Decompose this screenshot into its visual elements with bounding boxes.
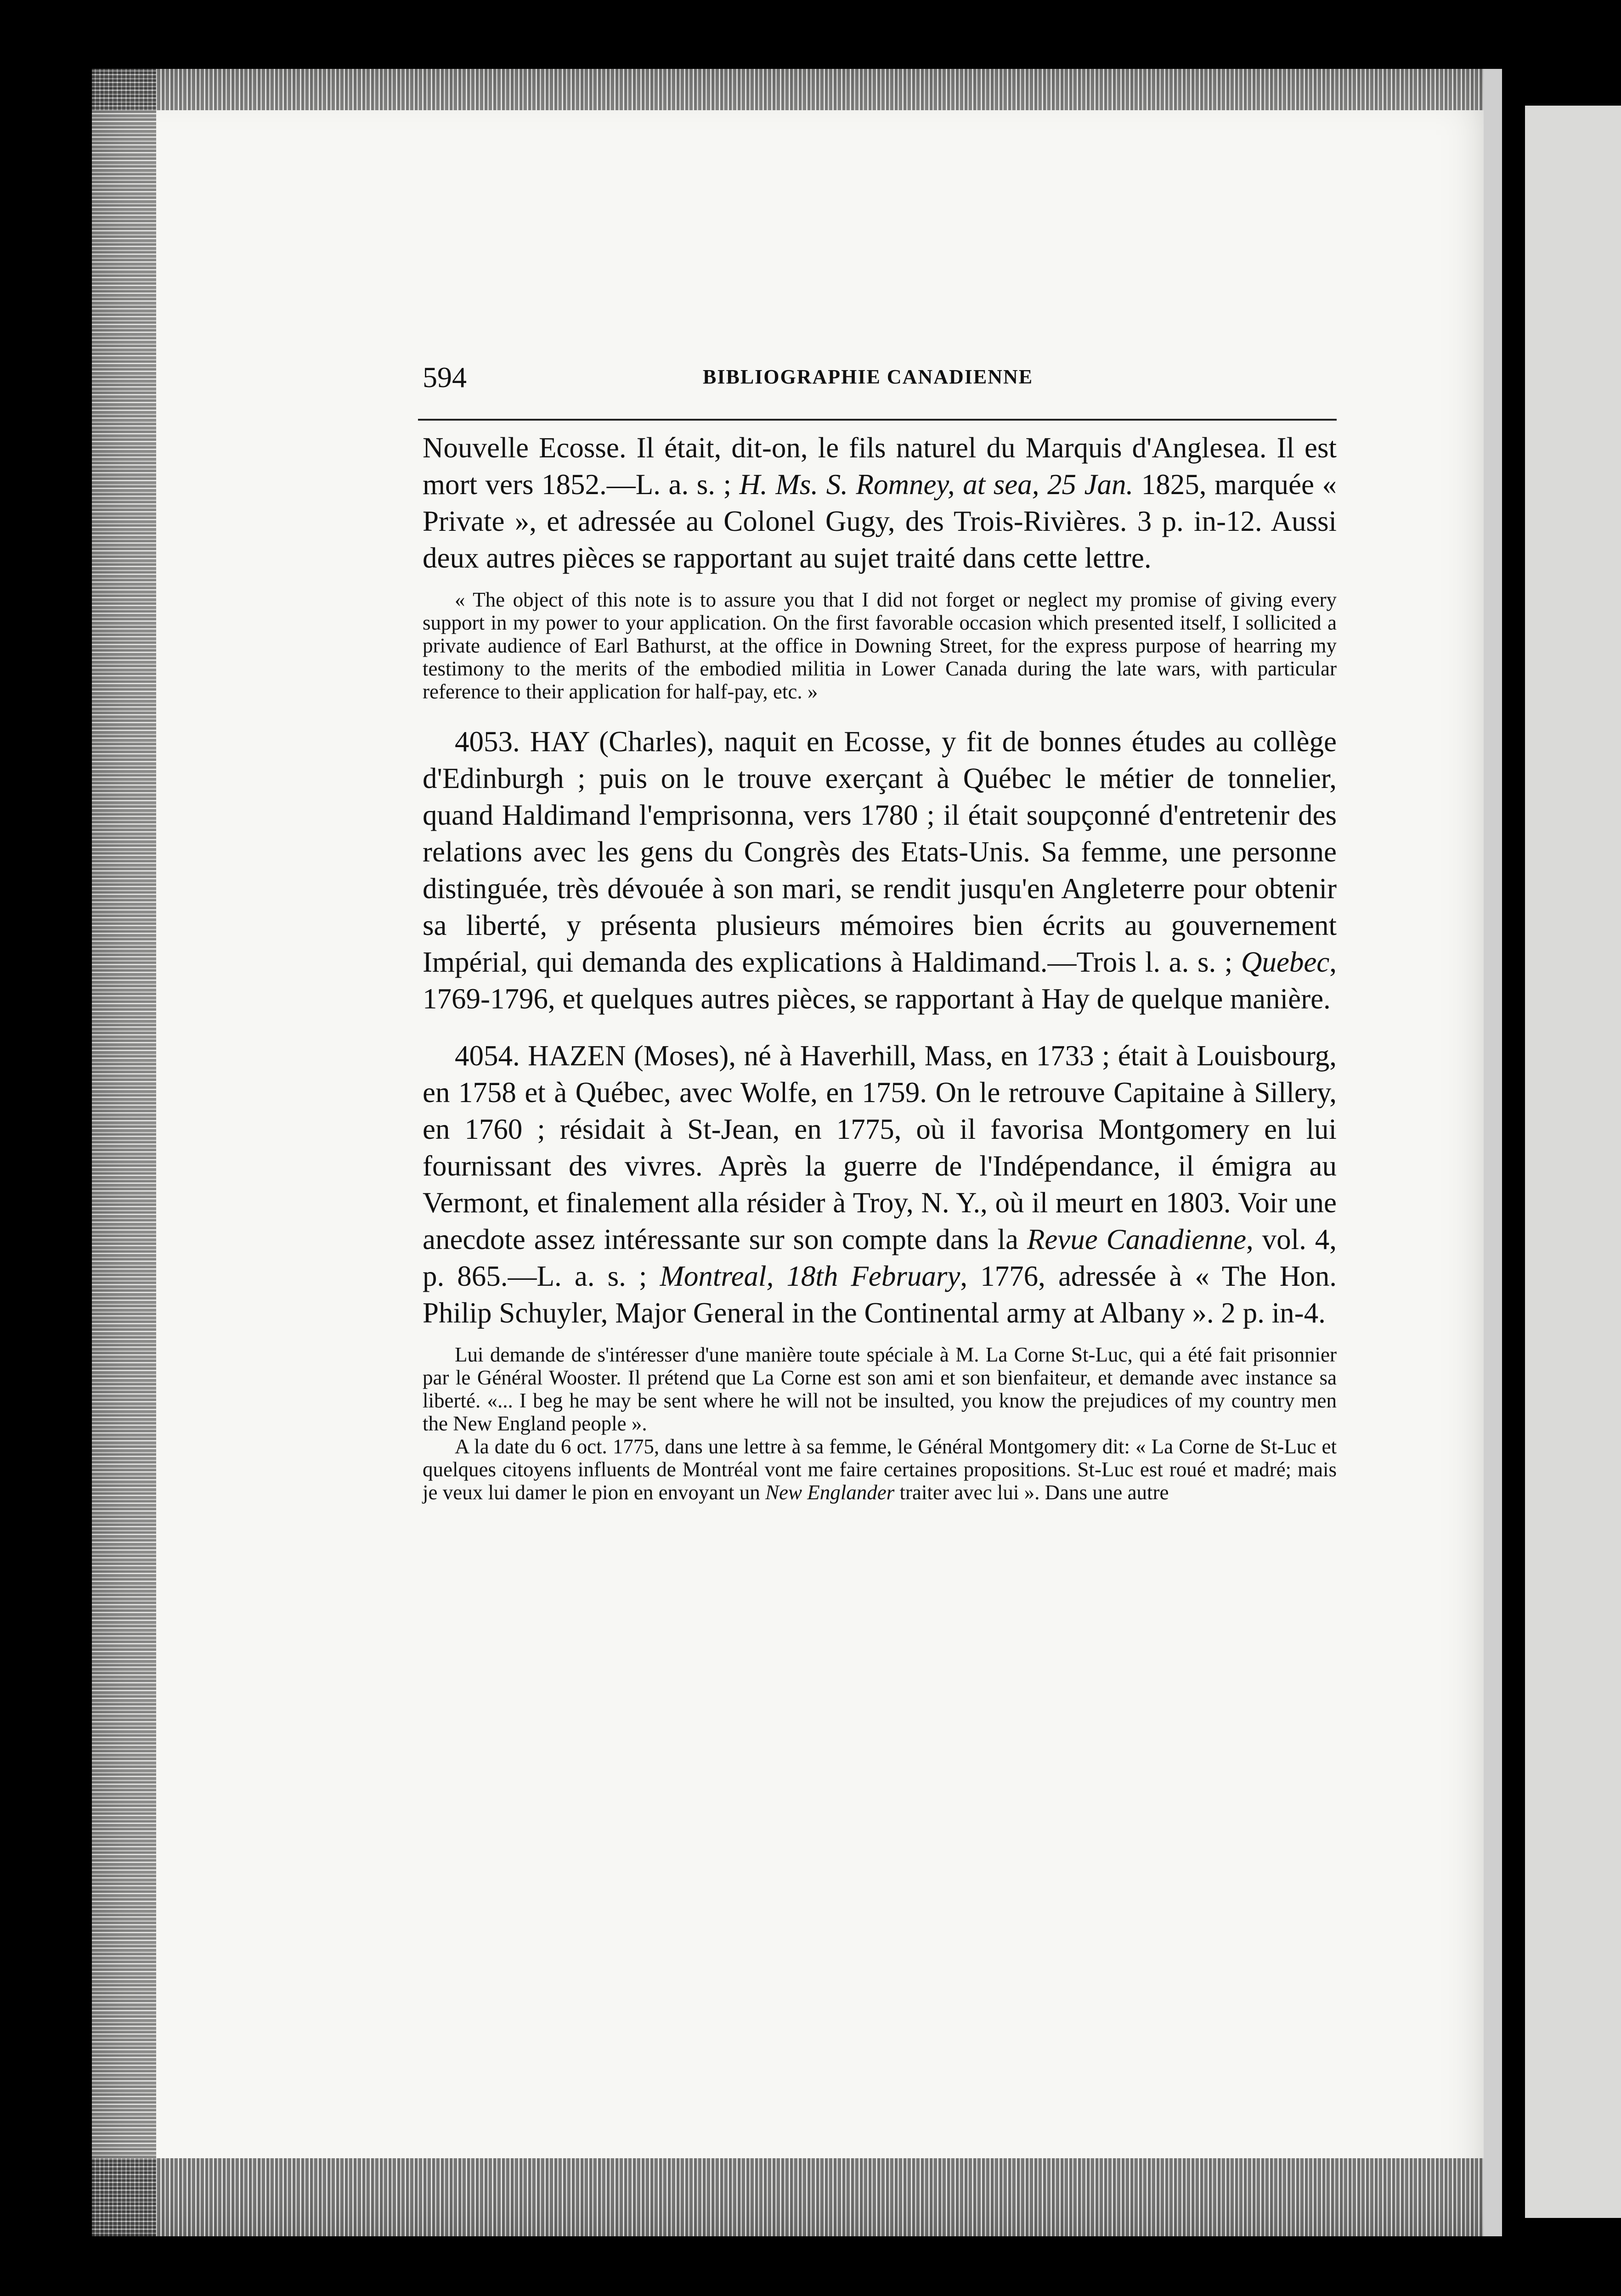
scan-edge-top bbox=[92, 69, 1502, 110]
continuation-ship-italic: H. Ms. S. Romney, at sea, 25 Jan. bbox=[739, 468, 1134, 501]
entry-4054-journal-italic: Revue Canadienne bbox=[1027, 1223, 1247, 1255]
entry-4054-note-2 bbox=[423, 1435, 1337, 1504]
text-column bbox=[423, 429, 1337, 1504]
continuation-text-b: 1825, marquée « Private », et adressée au Colonel Gugy, des Trois-Rivières. 3 p. in-12. Aussi deux autres pièces se rapportant au sujet traité dans cette lettre. bbox=[423, 468, 1337, 574]
entry-4054-text-a: 4054. HAZEN (Moses), né à Haverhill, Mass, en 1733 ; était à Louisbourg, en 1758 et à Québec, avec Wolfe, en 1759. On le retrouve Capitaine à Sillery, en 1760 ; résidait à St-Jean, en 1775, où il favorisa Montgomery en lui fournissant des vivres. Après la guerre de l'Indépendance, il émigra au Vermont, et finalement alla résider à Troy, N. Y., où il meurt en 1803. Voir une anecdote assez intéressante sur son compte dans la bbox=[423, 1040, 1337, 1255]
entry-4053-place-italic: Quebec bbox=[1241, 946, 1330, 978]
continuation-text-a: Nouvelle Ecosse. Il était, dit-on, le fils naturel du Marquis d'Anglesea. Il est mort vers 1852.—L. a. s. ; bbox=[423, 432, 1337, 501]
continuation-paragraph bbox=[423, 429, 1337, 576]
scan-edge-right bbox=[1484, 69, 1502, 2236]
running-title: BIBLIOGRAPHIE CANADIENNE bbox=[703, 366, 1034, 388]
header-rule bbox=[418, 419, 1337, 421]
continuation-quote: « The object of this note is to assure you that I did not forget or neglect my promise of giving every support in my power to your application. On the first favorable occasion which presented itself, I sollicited a private audience of Earl Bathurst, at the office in Downing Street, for the express purpose of hearring my testimony to the merits of the embodied militia in Lower Canada during the late wars, with particular reference to their application for half-pay, etc. » bbox=[423, 588, 1337, 703]
entry-4054-note-2-italic: New Englander bbox=[765, 1481, 895, 1504]
entry-4053-text-b: , 1769-1796, et quelques autres pièces, se rapportant à Hay de quelque manière. bbox=[423, 946, 1337, 1015]
entry-4054 bbox=[423, 1037, 1337, 1331]
page-number: 594 bbox=[423, 361, 467, 394]
scan-edge-left bbox=[92, 69, 156, 2236]
entry-4054-note-2-text-b: traiter avec lui ». Dans une autre bbox=[894, 1481, 1169, 1504]
entry-4054-note-1: Lui demande de s'intéresser d'une manière toute spéciale à M. La Corne St-Luc, qui a été fait prisonnier par le Général Wooster. Il prétend que La Corne est son ami et son bienfaiteur, et demande avec instance sa liberté. «... I beg he may be sent where he will not be insulted, you know the prejudices of my country men the New England people ». bbox=[423, 1343, 1337, 1435]
adjacent-page-strip bbox=[1525, 106, 1621, 2218]
entry-4054-date-italic: Montreal, 18th February bbox=[660, 1260, 960, 1292]
running-head bbox=[423, 356, 1341, 397]
entry-4053-text-a: 4053. HAY (Charles), naquit en Ecosse, y fit de bonnes études au collège d'Edinburgh ; puis on le trouve exerçant à Québec le métier de tonnelier, quand Haldimand l'emprisonna, vers 1780 ; il était soupçonné d'entretenir des relations avec les gens du Congrès des Etats-Unis. Sa femme, une personne distinguée, très dévouée à son mari, se rendit jusqu'en Angleterre pour obtenir sa liberté, y présenta plusieurs mémoires bien écrits au gouvernement Impérial, qui demanda des explications à Haldimand.—Trois l. a. s. ; bbox=[423, 726, 1337, 978]
scan-edge-bottom bbox=[92, 2158, 1502, 2236]
entry-4054-text-b: , vol. 4, p. 865.—L. a. s. ; bbox=[423, 1223, 1337, 1292]
entry-4054-text-c: , 1776, adressée à « The Hon. Philip Schuyler, Major General in the Continental army at Albany ». 2 p. in-4. bbox=[423, 1260, 1337, 1329]
entry-4054-note-2-text-a: A la date du 6 oct. 1775, dans une lettre à sa femme, le Général Montgomery dit: « La Corne de St-Luc et quelques citoyens influents de Montréal vont me faire certaines propositions. St-Luc est roué et madré; mais je veux lui damer le pion en envoyant un bbox=[423, 1435, 1337, 1504]
entry-4053 bbox=[423, 723, 1337, 1017]
